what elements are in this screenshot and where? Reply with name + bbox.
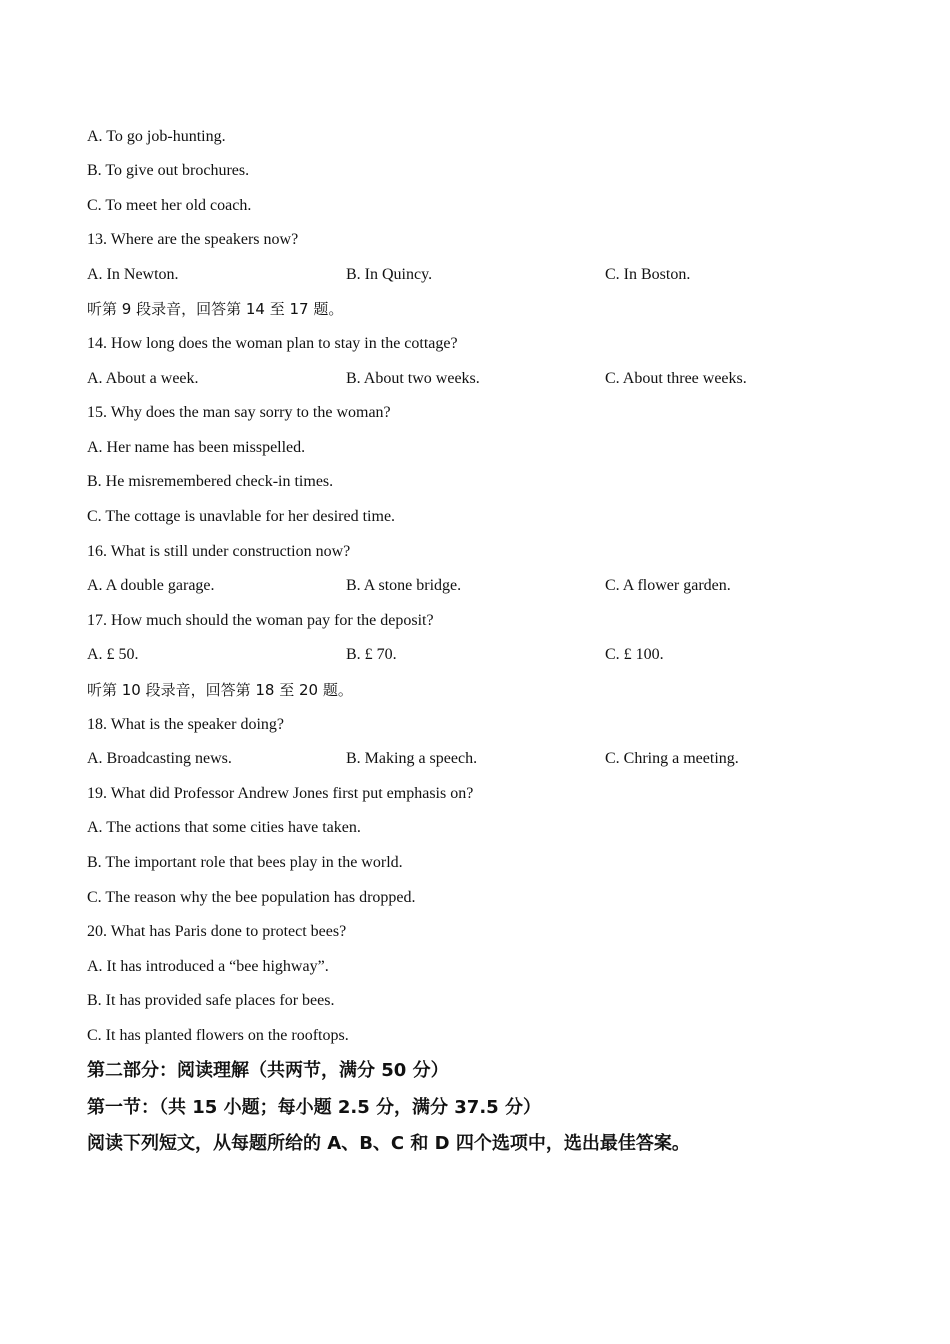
q12-option-c: C. To meet her old coach. — [87, 197, 252, 214]
question-19: 19. What did Professor Andrew Jones first put emphasis on? — [87, 785, 474, 802]
question-16: 16. What is still under construction now? — [87, 543, 351, 560]
q14-option-a: A. About a week. — [87, 370, 199, 387]
q20-option-b: B. It has provided safe places for bees. — [87, 992, 335, 1009]
question-20: 20. What has Paris done to protect bees? — [87, 923, 347, 940]
q16-option-c: C. A flower garden. — [605, 577, 731, 594]
q17-option-c: C. £ 100. — [605, 646, 664, 663]
part-2-heading: 第二部分：阅读理解（共两节，满分 50 分） — [87, 1060, 449, 1081]
q12-option-b: B. To give out brochures. — [87, 162, 250, 179]
q16-option-b: B. A stone bridge. — [346, 577, 462, 594]
q14-options — [87, 369, 887, 389]
q19-option-c: C. The reason why the bee population has dropped. — [87, 889, 416, 906]
section-1-heading: 第一节：（共 15 小题；每小题 2.5 分，满分 37.5 分） — [87, 1097, 541, 1118]
q15-option-c: C. The cottage is unavlable for her desired time. — [87, 508, 396, 525]
reading-instruction: 阅读下列短文，从每题所给的 A、B、C 和 D 四个选项中，选出最佳答案。 — [87, 1133, 690, 1154]
q14-option-c: C. About three weeks. — [605, 370, 747, 387]
q20-option-a: A. It has introduced a “bee highway”. — [87, 958, 329, 975]
question-17: 17. How much should the woman pay for the deposit? — [87, 612, 434, 629]
q13-option-b: B. In Quincy. — [346, 266, 433, 283]
section-10-instruction: 听第 10 段录音，回答第 18 至 20 题。 — [87, 681, 353, 699]
q18-option-c: C. Chring a meeting. — [605, 750, 739, 767]
q19-option-b: B. The important role that bees play in the world. — [87, 854, 403, 871]
q13-options — [87, 265, 887, 285]
q20-option-c: C. It has planted flowers on the rooftops. — [87, 1027, 349, 1044]
q16-option-a: A. A double garage. — [87, 577, 215, 594]
q16-options — [87, 576, 887, 596]
q15-option-b: B. He misremembered check-in times. — [87, 473, 334, 490]
question-18: 18. What is the speaker doing? — [87, 716, 284, 733]
section-9-instruction: 听第 9 段录音，回答第 14 至 17 题。 — [87, 300, 344, 318]
q13-option-c: C. In Boston. — [605, 266, 691, 283]
question-14: 14. How long does the woman plan to stay in the cottage? — [87, 335, 458, 352]
q18-option-a: A. Broadcasting news. — [87, 750, 232, 767]
q18-options — [87, 749, 887, 769]
q13-option-a: A. In Newton. — [87, 266, 179, 283]
question-15: 15. Why does the man say sorry to the woman? — [87, 404, 391, 421]
q12-option-a: A. To go job-hunting. — [87, 128, 226, 145]
q17-option-b: B. £ 70. — [346, 646, 397, 663]
q14-option-b: B. About two weeks. — [346, 370, 480, 387]
q17-options — [87, 645, 887, 665]
q18-option-b: B. Making a speech. — [346, 750, 478, 767]
q17-option-a: A. £ 50. — [87, 646, 139, 663]
q15-option-a: A. Her name has been misspelled. — [87, 439, 306, 456]
q19-option-a: A. The actions that some cities have taken. — [87, 819, 361, 836]
question-13: 13. Where are the speakers now? — [87, 231, 299, 248]
